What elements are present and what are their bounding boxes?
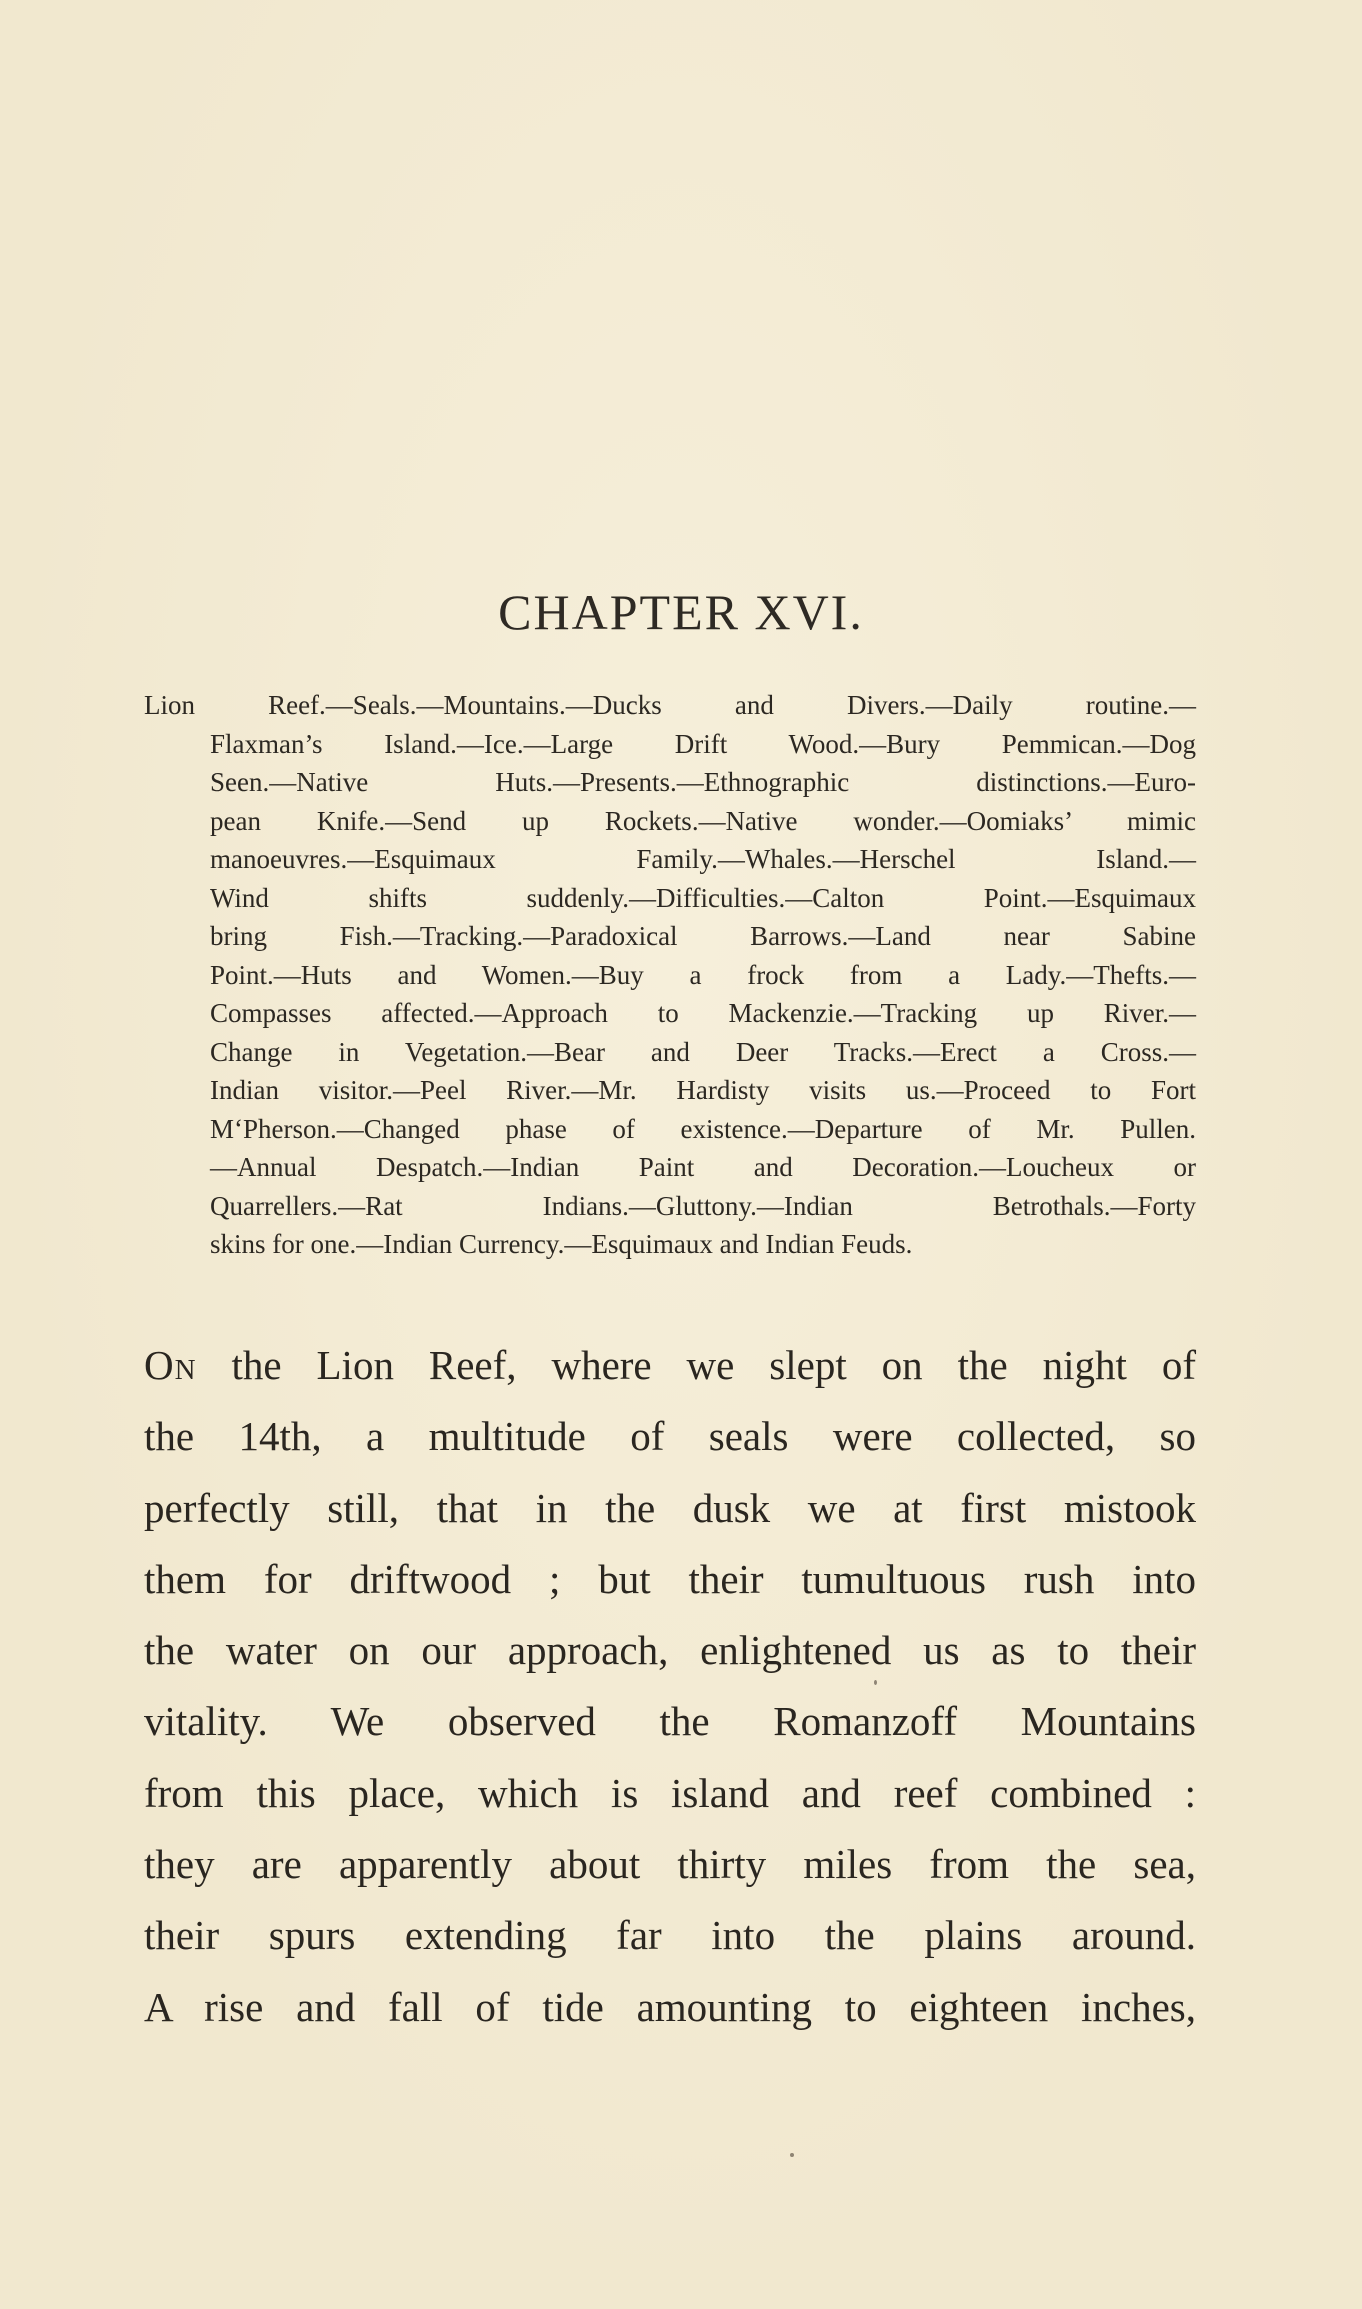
synopsis-line: Flaxman’s Island.—Ice.—Large Drift Wood.—Bury Pemmican.—Dog	[210, 728, 1196, 759]
body-line: A rise and fall of tide amounting to eighteen inches,	[144, 1983, 1196, 2030]
paper-speck	[790, 2153, 794, 2157]
chapter-title: CHAPTER XVI.	[498, 584, 864, 640]
synopsis-line: Seen.—Native Huts.—Presents.—Ethnographic distinctions.—Euro-	[210, 767, 1196, 797]
body-line: from this place, which is island and reef combined :	[144, 1769, 1196, 1816]
body-line: them for driftwood ; but their tumultuous rush into	[144, 1555, 1196, 1602]
body-line: they are apparently about thirty miles from the sea,	[144, 1841, 1196, 1888]
body-paragraph	[144, 1330, 1196, 2043]
first-line-rest: the Lion Reef, where we slept on the night of	[196, 1342, 1196, 1388]
synopsis-line: Point.—Huts and Women.—Buy a frock from a Lady.—Thefts.—	[210, 959, 1196, 990]
body-line	[144, 1330, 1196, 1401]
paper-speck	[874, 1680, 877, 1685]
synopsis-line: Lion Reef.—Seals.—Mountains.—Ducks and Divers.—Daily routine.—	[144, 690, 1196, 720]
synopsis-line: —Annual Despatch.—Indian Paint and Decoration.—Loucheux or	[210, 1152, 1196, 1182]
synopsis-line: Indian visitor.—Peel River.—Mr. Hardisty visits us.—Proceed to Fort	[210, 1075, 1196, 1105]
body-line: vitality. We observed the Romanzoff Mountains	[144, 1698, 1196, 1745]
synopsis-line: bring Fish.—Tracking.—Paradoxical Barrows.—Land near Sabine	[210, 921, 1196, 951]
synopsis-line: Compasses affected.—Approach to Mackenzie.—Tracking up River.—	[210, 998, 1196, 1028]
synopsis-line: Change in Vegetation.—Bear and Deer Tracks.—Erect a Cross.—	[210, 1036, 1196, 1067]
synopsis-line: Wind shifts suddenly.—Difficulties.—Calton Point.—Esquimaux	[210, 882, 1196, 913]
synopsis-line: M‘Pherson.—Changed phase of existence.—Departure of Mr. Pullen.	[210, 1113, 1196, 1144]
synopsis-line: skins for one.—Indian Currency.—Esquimaux and Indian Feuds.	[210, 1229, 913, 1259]
chapter-synopsis	[144, 686, 1196, 1264]
body-line: the water on our approach, enlightened us as to their	[144, 1627, 1196, 1674]
body-line: perfectly still, that in the dusk we at first mistook	[144, 1484, 1196, 1531]
synopsis-line: pean Knife.—Send up Rockets.—Native wonder.—Oomiaks’ mimic	[210, 805, 1196, 836]
opening-word: On	[144, 1342, 197, 1388]
body-line: their spurs extending far into the plains around.	[144, 1912, 1196, 1959]
synopsis-line: Quarrellers.—Rat Indians.—Gluttony.—Indian Betrothals.—Forty	[210, 1190, 1196, 1221]
body-line: the 14th, a multitude of seals were collected, so	[144, 1413, 1196, 1460]
synopsis-line: manoeuvres.—Esquimaux Family.—Whales.—Herschel Island.—	[210, 844, 1196, 874]
